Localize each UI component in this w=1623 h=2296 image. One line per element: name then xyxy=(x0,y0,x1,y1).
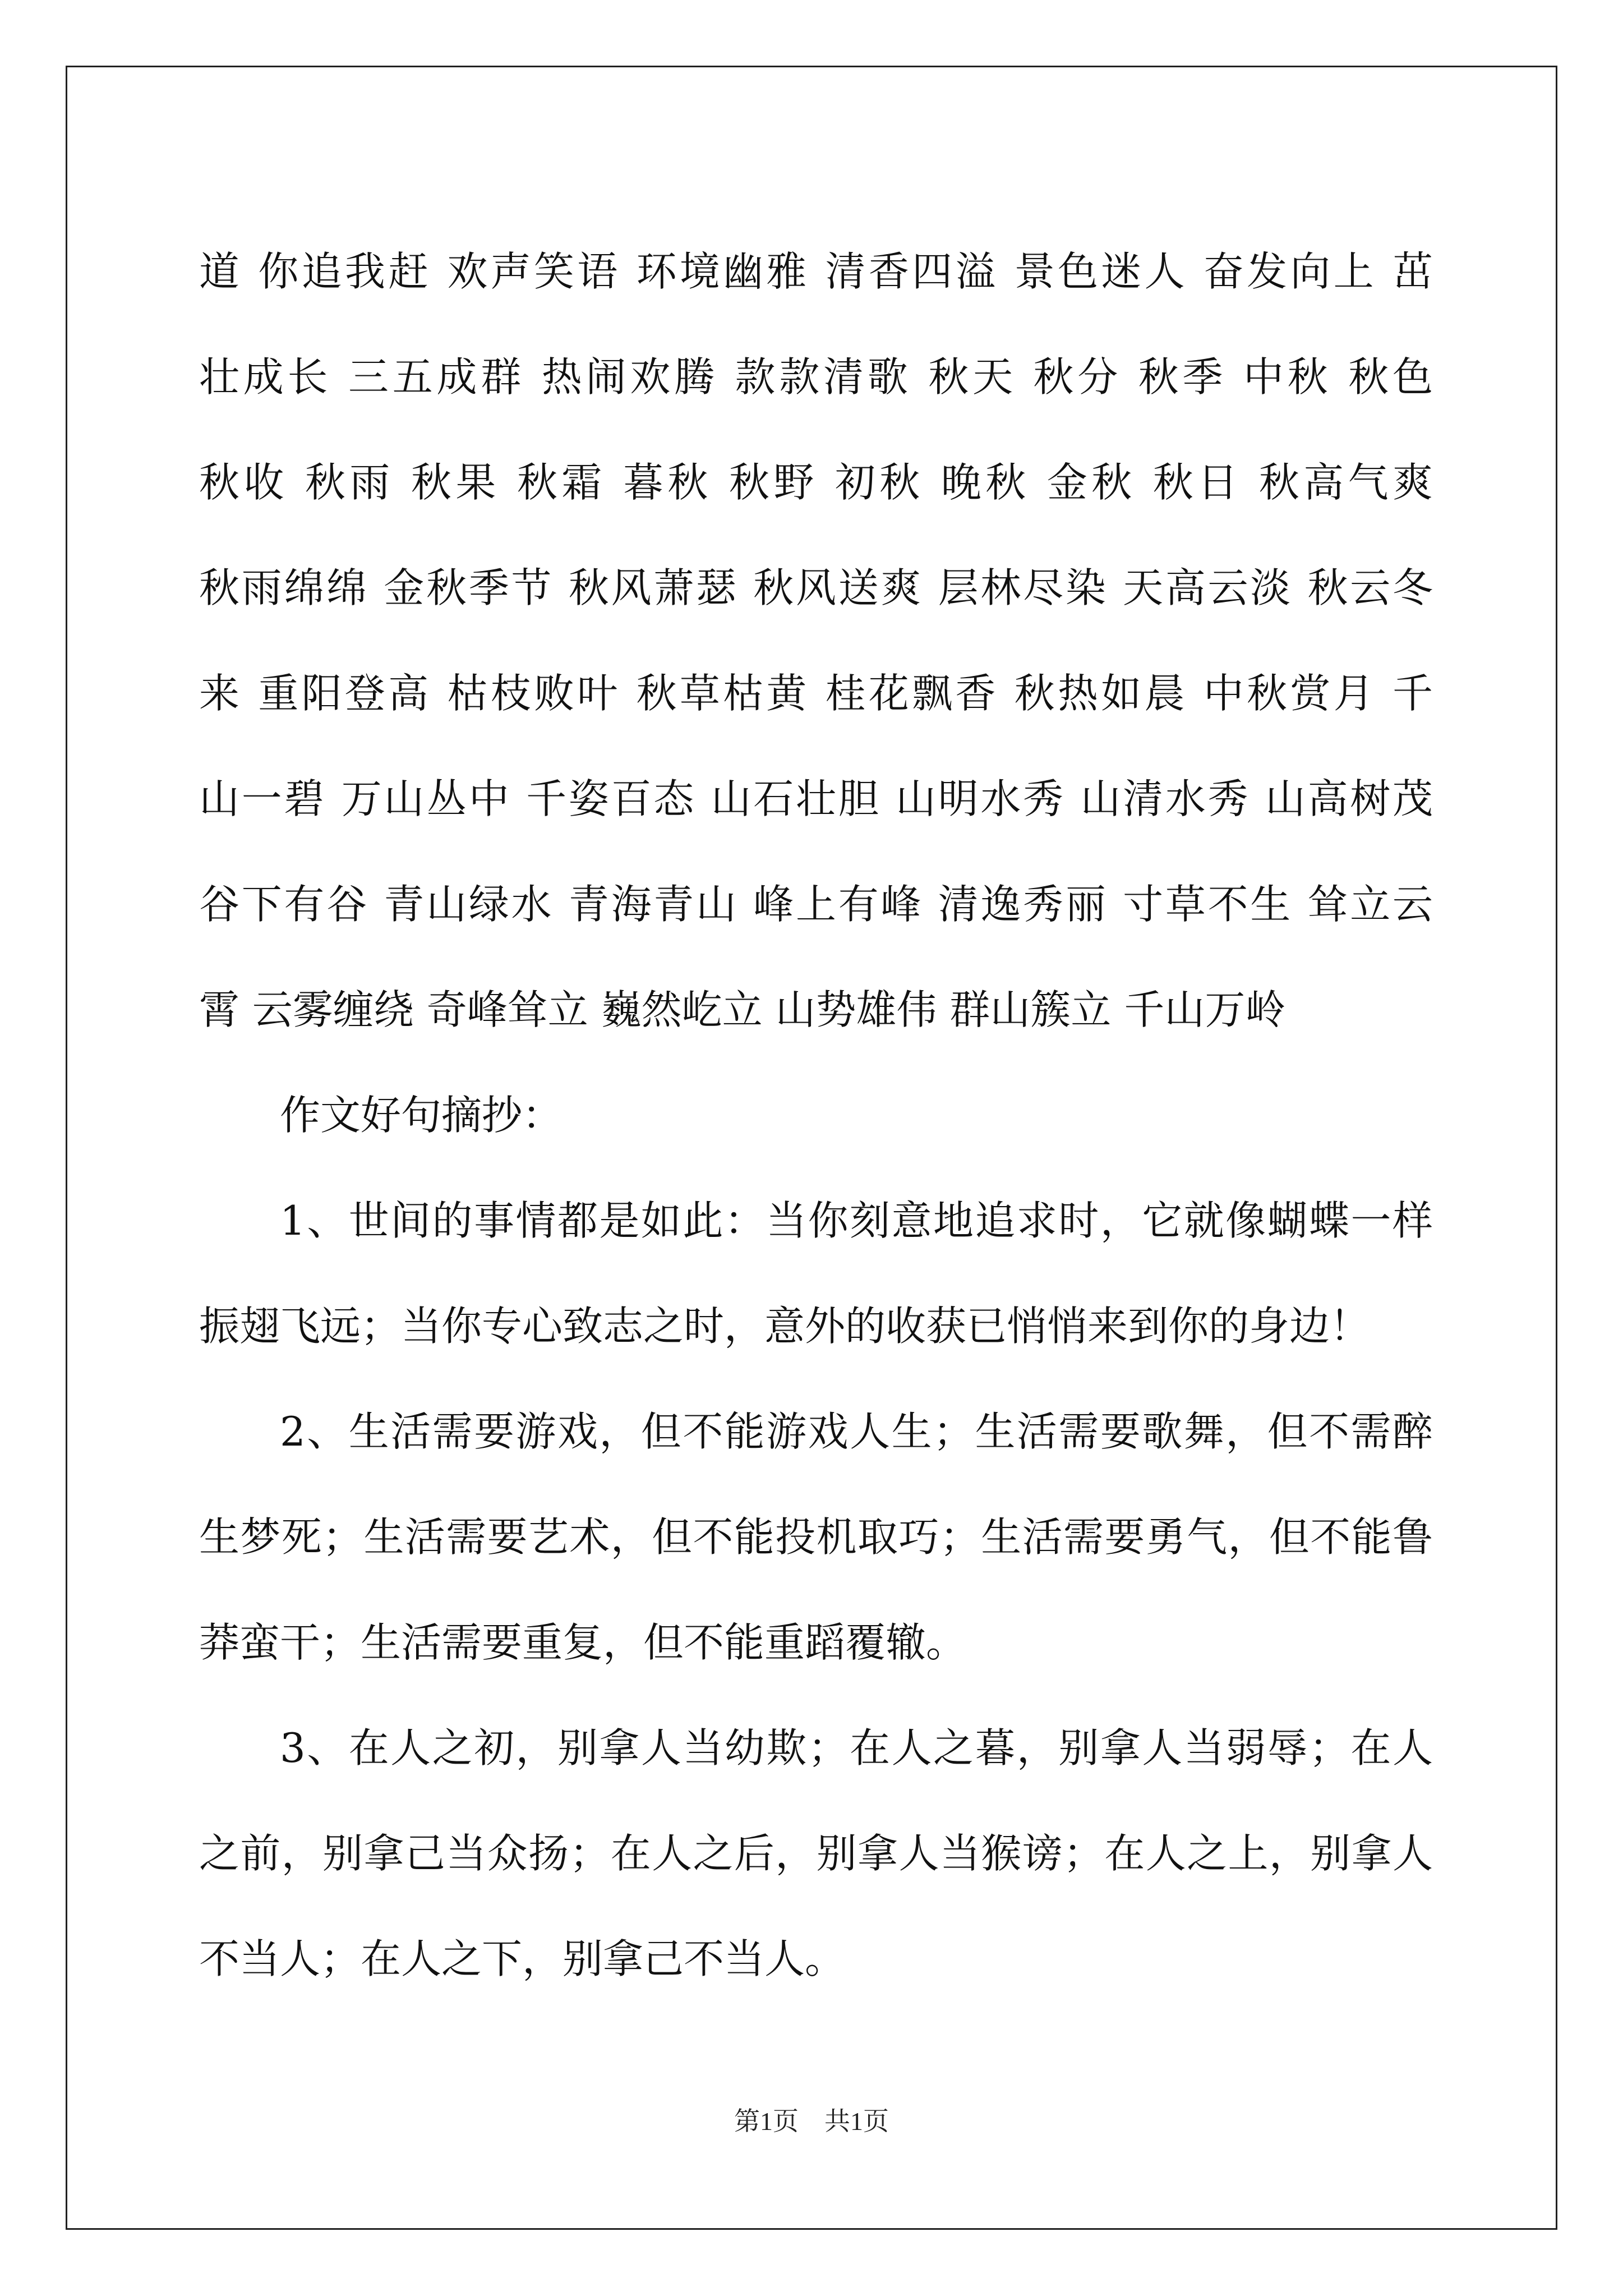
vocab-line: 秋收 秋雨 秋果 秋霜 暮秋 秋野 初秋 晚秋 金秋 秋日 秋高气爽 xyxy=(199,459,1433,506)
section-heading: 作文好句摘抄： xyxy=(280,1092,563,1139)
paragraph: 1、世间的事情都是如此：当你刻意地追求时，它就像蝴蝶一样振翅飞远；当你专心致志之时，意外的收获已悄悄来到你的身边！ xyxy=(199,1197,1433,1350)
page-footer: 第1页 共1页 xyxy=(734,2107,889,2136)
paragraph: 3、在人之初，别拿人当幼欺；在人之暮，别拿人当弱辱；在人之前，别拿己当众扬；在人之后，别拿人当猴谤；在人之上，别拿人不当人；在人之下，别拿己不当人。 xyxy=(199,1724,1433,1982)
vocab-line: 壮成长 三五成群 热闹欢腾 款款清歌 秋天 秋分 秋季 中秋 秋色 xyxy=(199,353,1433,401)
vocab-line: 霄 云雾缠绕 奇峰耸立 巍然屹立 山势雄伟 群山簇立 千山万岭 xyxy=(199,986,1286,1033)
paragraph: 2、生活需要游戏，但不能游戏人生；生活需要歌舞，但不需醉生梦死；生活需要艺术，但不能投机取巧；生活需要勇气，但不能鲁莽蛮干；生活需要重复，但不能重蹈覆辙。 xyxy=(199,1408,1433,1666)
vocab-line: 谷下有谷 青山绿水 青海青山 峰上有峰 清逸秀丽 寸草不生 耸立云 xyxy=(199,881,1433,928)
vocab-line: 来 重阳登高 枯枝败叶 秋草枯黄 桂花飘香 秋热如晨 中秋赏月 千 xyxy=(199,670,1433,717)
vocab-line: 山一碧 万山丛中 千姿百态 山石壮胆 山明水秀 山清水秀 山高树茂 xyxy=(199,775,1433,822)
vocabulary-list xyxy=(199,219,1433,1062)
vocab-line: 秋雨绵绵 金秋季节 秋风萧瑟 秋风送爽 层林尽染 天高云淡 秋云冬 xyxy=(199,564,1433,611)
vocab-line: 道 你追我赶 欢声笑语 环境幽雅 清香四溢 景色迷人 奋发向上 茁 xyxy=(199,248,1433,295)
document-body xyxy=(199,219,1433,2012)
